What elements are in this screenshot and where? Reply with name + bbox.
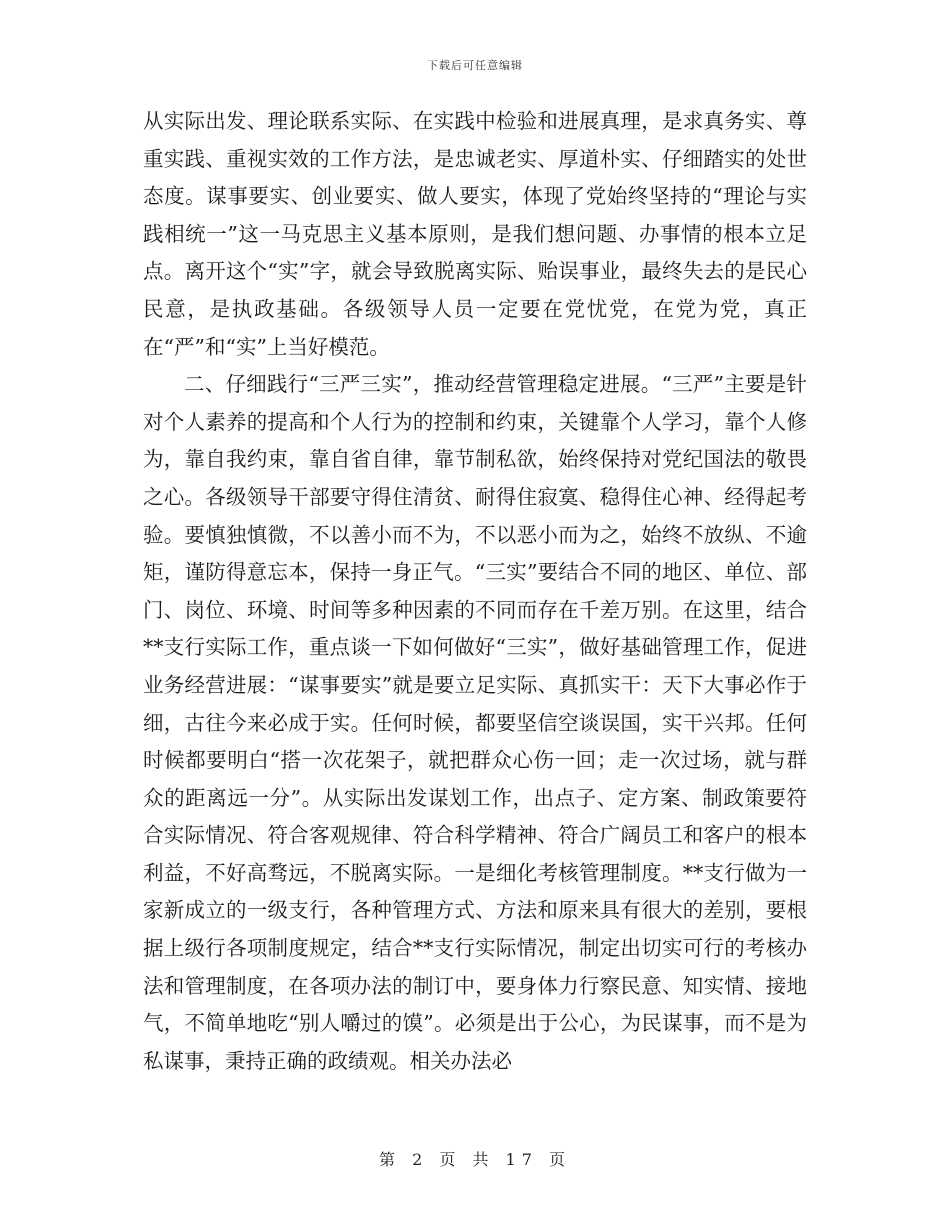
header-note: 下载后可任意编辑 bbox=[427, 59, 523, 72]
paragraph-1: 从实际出发、理论联系实际、在实践中检验和进展真理，是求真务实、尊重实践、重视实效的工作方法，是忠诚老实、厚道朴实、仔细踏实的处世态度。谋事要实、创业要实、做人要实，体现了党始终坚持的“理论与实践相统一”这一马克思主义基本原则，是我们想问题、办事情的根本立足点。离开这个“实”字，就会导致脱离实际、贻误事业，最终失去的是民心民意，是执政基础。各级领导人员一定要在党忧党，在党为党，真正在“严”和“实”上当好模范。 bbox=[143, 109, 807, 359]
page-number-footer: 第 2 页 共 17 页 bbox=[379, 1150, 571, 1169]
document-body bbox=[143, 103, 807, 1080]
paragraph-2: 二、仔细践行“三严三实”，推动经营管理稳定进展。“三严”主要是针对个人素养的提高和个人行为的控制和约束，关键靠个人学习，靠个人修为，靠自我约束，靠自省自律，靠节制私欲，始终保持对党纪国法的敬畏之心。各级领导干部要守得住清贫、耐得住寂寞、稳得住心神、经得起考验。要慎独慎微，不以善小而不为，不以恶小而为之，始终不放纵、不逾矩，谨防得意忘本，保持一身正气。“三实”要结合不同的地区、单位、部门、岗位、环境、时间等多种因素的不同而存在千差万别。在这里，结合**支行实际工作，重点谈一下如何做好“三实”，做好基础管理工作，促进业务经营进展：“谋事要实”就是要立足实际、真抓实干：天下大事必作于细，古往今来必成于实。任何时候，都要坚信空谈误国，实干兴邦。任何时候都要明白“搭一次花架子，就把群众心伤一回；走一次过场，就与群众的距离远一分”。从实际出发谋划工作，出点子、定方案、制政策要符合实际情况、符合客观规律、符合科学精神、符合广阔员工和客户的根本利益，不好高骛远，不脱离实际。一是细化考核管理制度。**支行做为一家新成立的一级支行，各种管理方式、方法和原来具有很大的差别，要根据上级行各项制度规定，结合**支行实际情况，制定出切实可行的考核办法和管理制度，在各项办法的制订中，要身体力行察民意、知实情、接地气，不简单地吃“别人嚼过的馍”。必须是出于公心，为民谋事，而不是为私谋事，秉持正确的政绩观。相关办法必 bbox=[143, 372, 807, 1073]
